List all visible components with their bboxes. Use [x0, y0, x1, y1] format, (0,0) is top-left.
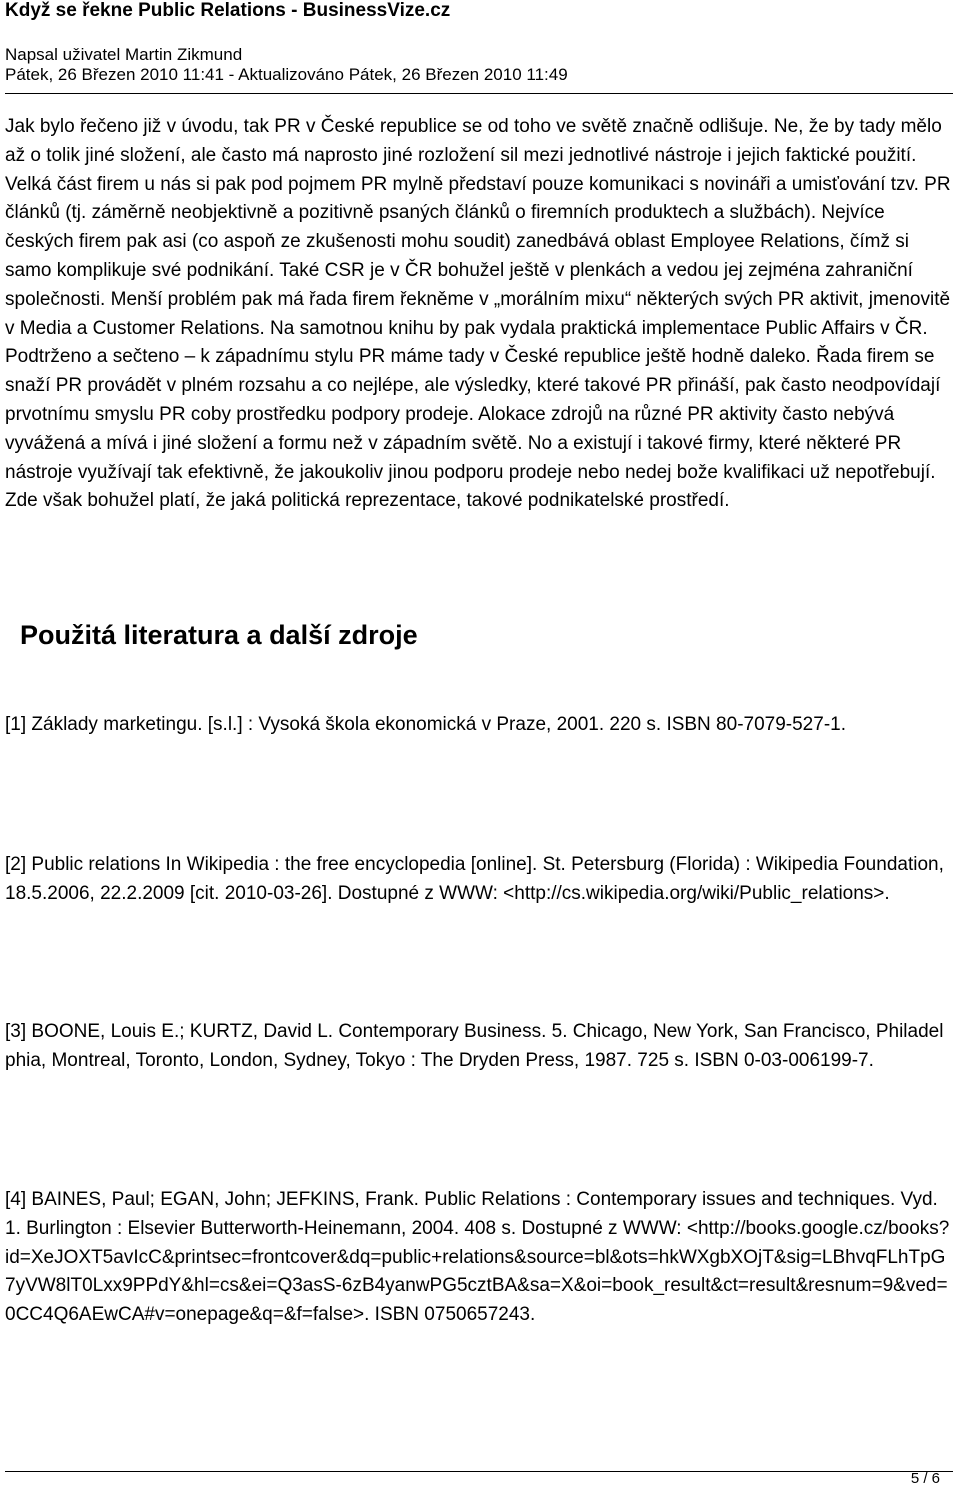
references-heading: Použitá literatura a další zdroje [20, 620, 418, 650]
date-line: Pátek, 26 Březen 2010 11:41 - Aktualizováno Pátek, 26 Březen 2010 11:49 [5, 65, 568, 84]
page-number: 5 / 6 [910, 1470, 940, 1487]
author-line: Napsal uživatel Martin Zikmund [5, 45, 243, 64]
article-paragraph: Jak bylo řečeno již v úvodu, tak PR v České republice se od toho ve světě značně odlišuje. Ne, že by tady mělo až o tolik jiné složení, ale často má naprosto jiné rozložení sil mezi jednotlivé nástroje i jejich faktické použití. Velká část firem u nás si pak pod pojmem PR mylně představí pouze komunikaci s novináři a umisťování tzv. PR článků (tj. záměrně neobjektivně a pozitivně psaných článků o firemních produktech a službách). Nejvíce českých firem pak asi (co aspoň ze zkušenosti mohu soudit) zanedbává oblast Employee Relations, čímž si samo komplikuje své podnikání. Také CSR je v ČR bohužel ještě v plenkách a vedou jej zejména zahraniční společnosti. Menší problém pak má řada firem řekněme v „morálním mixu“ některých svých PR aktivit, jmenovitě v Media a Customer Relations. Na samotnou knihu by pak vydala praktická implementace Public Affairs v ČR. Podtrženo a sečteno – k západnímu stylu PR máme tady v České republice ještě hodně daleko. Řada firem se snaží PR provádět v plném rozsahu a co nejlépe, ale výsledky, které takové PR přináší, pak často neodpovídají prvotnímu smyslu PR coby prostředku podpory prodeje. Alokace zdrojů na různé PR aktivity často nebývá vyvážená a mívá i jiné složení a formu než v západním světě. No a existují i takové firmy, které některé PR nástroje využívají tak efektivně, že jakoukoliv jinou podporu prodeje nebo nedej bože kvalifikaci už nepotřebují. Zde však bohužel platí, že jaká politická reprezentace, takové podnikatelské prostředí. [5, 116, 951, 512]
page-title: Když se řekne Public Relations - BusinessVize.cz [5, 0, 451, 21]
footer-divider [5, 1471, 953, 1472]
reference-item-3: [3] BOONE, Louis E.; KURTZ, David L. Contemporary Business. 5. Chicago, New York, San Francisco, Philadelphia, Montreal, Toronto, London, Sydney, Tokyo : The Dryden Press, 1987. 725 s. ISBN 0-03-006199-7. [5, 1021, 944, 1071]
page-header [5, 0, 955, 85]
reference-item-2: [2] Public relations In Wikipedia : the free encyclopedia [online]. St. Petersburg (Florida) : Wikipedia Foundation, 18.5.2006, 22.2.2009 [cit. 2010-03-26]. Dostupné z WWW: <http://cs.wikipedia.org/wiki/Public_relations>. [5, 854, 944, 904]
reference-item-1: [1] Základy marketingu. [s.l.] : Vysoká škola ekonomická v Praze, 2001. 220 s. ISBN 80-7079-527-1. [5, 714, 846, 735]
header-divider [5, 93, 953, 94]
reference-item-4: [4] BAINES, Paul; EGAN, John; JEFKINS, Frank. Public Relations : Contemporary issues and techniques. Vyd. 1. Burlington : Elsevier Butterworth-Heinemann, 2004. 408 s. Dostupné z WWW: <http://books.google.cz/books?id=XeJOXT5avIcC&printsec=frontcover&dq=public+relations&source=bl&ots=hkWXgbXOjT&sig=LBhvqFLhTpG7yVW8lT0Lxx9PPdY&hl=cs&ei=Q3asS-6zB4yanwPG5cztBA&sa=X&oi=book_result&ct=result&resnum=9&ved=0CC4Q6AEwCA#v=onepage&q=&f=false>. ISBN 0750657243. [5, 1189, 950, 1326]
